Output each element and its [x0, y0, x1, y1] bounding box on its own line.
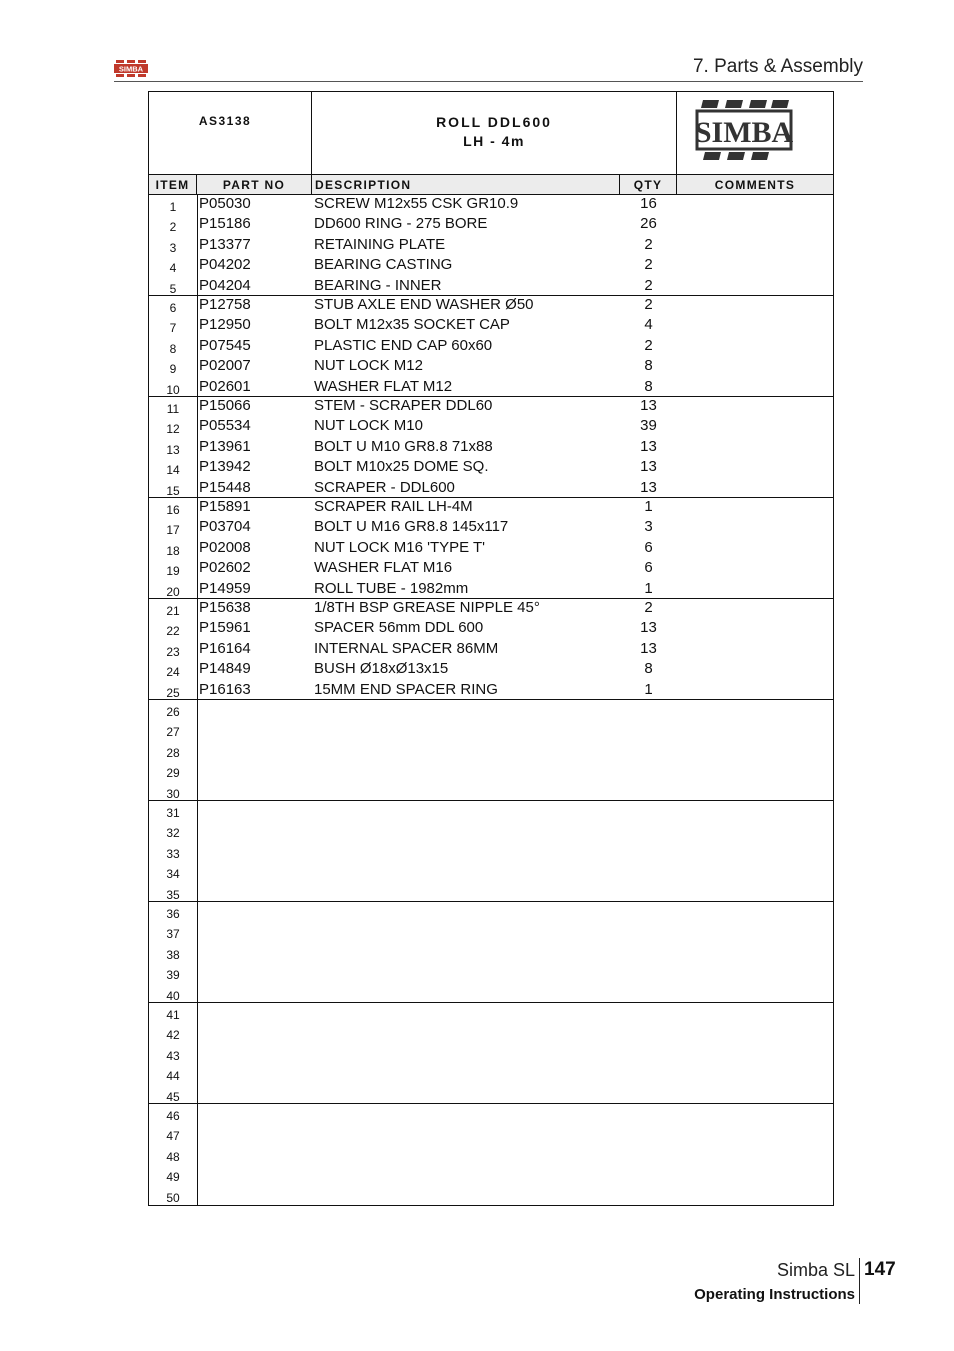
- parts-list-sheet: [148, 91, 834, 1206]
- row-group: [149, 195, 833, 296]
- table-row: [149, 195, 833, 215]
- quantity: 6: [644, 559, 653, 577]
- table-row: [149, 943, 833, 963]
- table-row: [149, 539, 833, 559]
- row-group: [149, 599, 833, 700]
- quantity: 39: [640, 417, 657, 435]
- item-number: 39: [166, 968, 180, 983]
- quantity: 8: [644, 660, 653, 678]
- table-row: [149, 1044, 833, 1064]
- table-row: [149, 902, 833, 922]
- item-number: 34: [166, 867, 180, 882]
- item-number: 48: [166, 1149, 180, 1164]
- quantity: 1: [644, 579, 653, 597]
- table-row: [149, 821, 833, 841]
- simba-logo-cell: [677, 92, 833, 174]
- table-row: [149, 922, 833, 942]
- item-number: 22: [166, 624, 180, 639]
- item-number: 45: [166, 1089, 180, 1104]
- part-description: NUT LOCK M10: [314, 417, 423, 435]
- part-description: DD600 RING - 275 BORE: [314, 215, 488, 233]
- col-item: ITEM: [149, 175, 197, 194]
- part-number: P15638: [199, 599, 251, 616]
- quantity: 26: [640, 215, 657, 233]
- item-number: 14: [166, 463, 180, 478]
- part-number: P07545: [199, 336, 251, 354]
- item-number: 23: [166, 644, 180, 659]
- item-number: 7: [169, 321, 177, 336]
- simba-logo-icon: [695, 98, 795, 164]
- title-block: [149, 92, 833, 175]
- part-description: 15MM END SPACER RING: [314, 680, 498, 698]
- header-logo-text: SIMBA: [118, 64, 144, 74]
- part-description: ROLL TUBE - 1982mm: [314, 579, 469, 597]
- table-row: [149, 316, 833, 336]
- table-row: [149, 660, 833, 680]
- table-row: [149, 984, 833, 1004]
- part-number: P13942: [199, 458, 251, 476]
- table-row: [149, 1186, 833, 1206]
- part-description: BUSH Ø18xØ13x15: [314, 660, 449, 678]
- item-number: 11: [166, 402, 180, 416]
- table-row: [149, 619, 833, 639]
- table-row: [149, 277, 833, 297]
- part-number: P16163: [199, 680, 251, 698]
- page-number: 147: [864, 1259, 896, 1280]
- row-group: [149, 801, 833, 902]
- part-description: PLASTIC END CAP 60x60: [314, 336, 493, 354]
- item-number: 18: [166, 543, 180, 558]
- item-number: 5: [169, 281, 177, 296]
- quantity: 8: [644, 377, 653, 395]
- part-number: P14959: [199, 579, 251, 597]
- part-description: NUT LOCK M16 'TYPE T': [314, 538, 486, 556]
- table-row: [149, 1085, 833, 1105]
- quantity: 2: [644, 235, 653, 253]
- part-number: P02601: [199, 377, 251, 395]
- item-number: 6: [169, 301, 177, 315]
- part-number: P02008: [199, 538, 251, 556]
- item-number: 37: [166, 927, 180, 942]
- part-description: SCRAPER RAIL LH-4M: [314, 498, 473, 515]
- item-number: 25: [166, 685, 180, 700]
- part-description: INTERNAL SPACER 86MM: [314, 639, 499, 657]
- item-number: 49: [166, 1170, 180, 1185]
- part-number: P02007: [199, 357, 251, 375]
- item-number: 38: [166, 947, 180, 962]
- part-number: P15186: [199, 215, 251, 233]
- part-description: SCREW M12x55 CSK GR10.9: [314, 195, 519, 212]
- table-row: [149, 1003, 833, 1023]
- part-number: P15891: [199, 498, 251, 515]
- part-number: P15961: [199, 619, 251, 637]
- item-number: 24: [166, 665, 180, 680]
- row-group: [149, 498, 833, 599]
- simba-header-logo: [114, 59, 148, 78]
- table-row: [149, 458, 833, 478]
- table-row: [149, 417, 833, 437]
- table-row: [149, 438, 833, 458]
- part-description: BOLT M12x35 SOCKET CAP: [314, 316, 510, 334]
- row-group: [149, 1104, 833, 1205]
- header-divider: [114, 81, 863, 82]
- item-number: 33: [166, 846, 180, 861]
- part-number: P12758: [199, 296, 251, 313]
- item-number: 20: [166, 584, 180, 599]
- quantity: 1: [644, 680, 653, 698]
- part-number: P13961: [199, 437, 251, 455]
- item-number: 8: [169, 341, 177, 356]
- assembly-subtitle: LH - 4m: [463, 133, 525, 149]
- part-description: 1/8TH BSP GREASE NIPPLE 45°: [314, 599, 540, 616]
- row-group: [149, 296, 833, 397]
- quantity: 16: [640, 195, 657, 212]
- part-number: P15066: [199, 397, 251, 414]
- item-number: 13: [166, 442, 180, 457]
- table-row: [149, 236, 833, 256]
- table-row: [149, 599, 833, 619]
- assembly-code-cell: [149, 92, 312, 174]
- quantity: 13: [640, 437, 657, 455]
- item-number: 50: [166, 1190, 180, 1205]
- parts-table-body: [149, 195, 833, 1205]
- part-number: P14849: [199, 660, 251, 678]
- quantity: 2: [644, 256, 653, 274]
- row-group: [149, 1003, 833, 1104]
- quantity: 1: [644, 498, 653, 515]
- item-number: 16: [166, 503, 180, 517]
- table-row: [149, 215, 833, 235]
- item-number: 28: [166, 745, 180, 760]
- item-number: 42: [166, 1028, 180, 1043]
- part-description: NUT LOCK M12: [314, 357, 423, 375]
- item-number: 35: [166, 887, 180, 902]
- table-row: [149, 337, 833, 357]
- table-row: [149, 782, 833, 802]
- footer-subtitle: Operating Instructions: [694, 1286, 855, 1303]
- quantity: 2: [644, 336, 653, 354]
- table-row: [149, 963, 833, 983]
- item-number: 47: [166, 1129, 180, 1144]
- table-row: [149, 1064, 833, 1084]
- column-header-row: [149, 175, 833, 195]
- section-title: 7. Parts & Assembly: [692, 56, 863, 77]
- table-row: [149, 761, 833, 781]
- item-number: 30: [166, 786, 180, 801]
- part-description: BOLT U M10 GR8.8 71x88: [314, 437, 493, 455]
- part-number: P12950: [199, 316, 251, 334]
- part-number: P13377: [199, 235, 251, 253]
- table-row: [149, 720, 833, 740]
- table-row: [149, 479, 833, 499]
- logo-wordmark: SIMBA: [695, 116, 794, 149]
- part-number: P15448: [199, 478, 251, 496]
- item-number: 4: [169, 261, 177, 276]
- part-number: P05030: [199, 195, 251, 212]
- part-description: WASHER FLAT M16: [314, 559, 453, 577]
- table-row: [149, 378, 833, 398]
- item-number: 9: [169, 362, 177, 377]
- table-row: [149, 580, 833, 600]
- item-number: 21: [166, 604, 180, 618]
- part-description: BOLT M10x25 DOME SQ.: [314, 458, 489, 476]
- quantity: 2: [644, 599, 653, 616]
- assembly-title: ROLL DDL600: [436, 114, 552, 130]
- table-row: [149, 741, 833, 761]
- table-row: [149, 559, 833, 579]
- quantity: 3: [644, 518, 653, 536]
- footer-product: Simba SL: [776, 1260, 855, 1280]
- row-group: [149, 902, 833, 1003]
- table-row: [149, 397, 833, 417]
- part-description: WASHER FLAT M12: [314, 377, 453, 395]
- part-description: SCRAPER - DDL600: [314, 478, 455, 496]
- part-number: P05534: [199, 417, 251, 435]
- item-number: 43: [166, 1048, 180, 1063]
- table-row: [149, 862, 833, 882]
- item-number: 36: [166, 907, 180, 921]
- table-row: [149, 1165, 833, 1185]
- item-number: 40: [166, 988, 180, 1003]
- row-group: [149, 700, 833, 801]
- table-row: [149, 681, 833, 701]
- table-row: [149, 1145, 833, 1165]
- quantity: 2: [644, 276, 653, 294]
- quantity: 4: [644, 316, 653, 334]
- part-description: BEARING - INNER: [314, 276, 442, 294]
- table-row: [149, 498, 833, 518]
- part-number: P04204: [199, 276, 251, 294]
- item-number: 46: [166, 1109, 180, 1123]
- col-part-no: PART NO: [197, 175, 312, 194]
- part-description: RETAINING PLATE: [314, 235, 446, 253]
- footer-divider: [859, 1258, 860, 1304]
- table-row: [149, 1023, 833, 1043]
- table-row: [149, 357, 833, 377]
- part-number: P03704: [199, 518, 251, 536]
- item-number: 29: [166, 766, 180, 781]
- table-row: [149, 518, 833, 538]
- quantity: 6: [644, 538, 653, 556]
- part-number: P04202: [199, 256, 251, 274]
- col-comments: COMMENTS: [714, 178, 796, 192]
- item-number: 15: [166, 483, 180, 498]
- part-number: P02602: [199, 559, 251, 577]
- table-row: [149, 883, 833, 903]
- table-row: [149, 1124, 833, 1144]
- quantity: 13: [640, 619, 657, 637]
- part-description: SPACER 56mm DDL 600: [314, 619, 484, 637]
- table-row: [149, 1104, 833, 1124]
- item-number: 31: [166, 806, 180, 820]
- quantity: 13: [640, 478, 657, 496]
- row-group: [149, 397, 833, 498]
- col-qty: QTY: [620, 175, 677, 194]
- table-row: [149, 700, 833, 720]
- part-description: BOLT U M16 GR8.8 145x117: [314, 518, 509, 536]
- assembly-title-cell: [312, 92, 677, 174]
- item-number: 12: [166, 422, 180, 437]
- table-row: [149, 801, 833, 821]
- quantity: 2: [644, 296, 653, 313]
- item-number: 1: [169, 200, 177, 214]
- item-number: 10: [166, 382, 180, 397]
- quantity: 13: [640, 397, 657, 414]
- item-number: 41: [166, 1008, 180, 1022]
- part-description: STUB AXLE END WASHER Ø50: [314, 296, 534, 313]
- item-number: 26: [166, 705, 180, 719]
- item-number: 3: [169, 240, 177, 255]
- part-description: STEM - SCRAPER DDL60: [314, 397, 493, 414]
- table-row: [149, 842, 833, 862]
- item-number: 32: [166, 826, 180, 841]
- part-description: BEARING CASTING: [314, 256, 453, 274]
- item-number: 44: [166, 1069, 180, 1084]
- assembly-code: AS3138: [198, 114, 252, 128]
- table-row: [149, 640, 833, 660]
- table-row: [149, 256, 833, 276]
- quantity: 13: [640, 458, 657, 476]
- quantity: 8: [644, 357, 653, 375]
- table-row: [149, 296, 833, 316]
- part-number: P16164: [199, 639, 251, 657]
- item-number: 19: [166, 564, 180, 579]
- item-number: 27: [166, 725, 180, 740]
- item-number: 17: [166, 523, 180, 538]
- quantity: 13: [640, 639, 657, 657]
- item-number: 2: [169, 220, 177, 235]
- col-description: DESCRIPTION: [312, 175, 620, 194]
